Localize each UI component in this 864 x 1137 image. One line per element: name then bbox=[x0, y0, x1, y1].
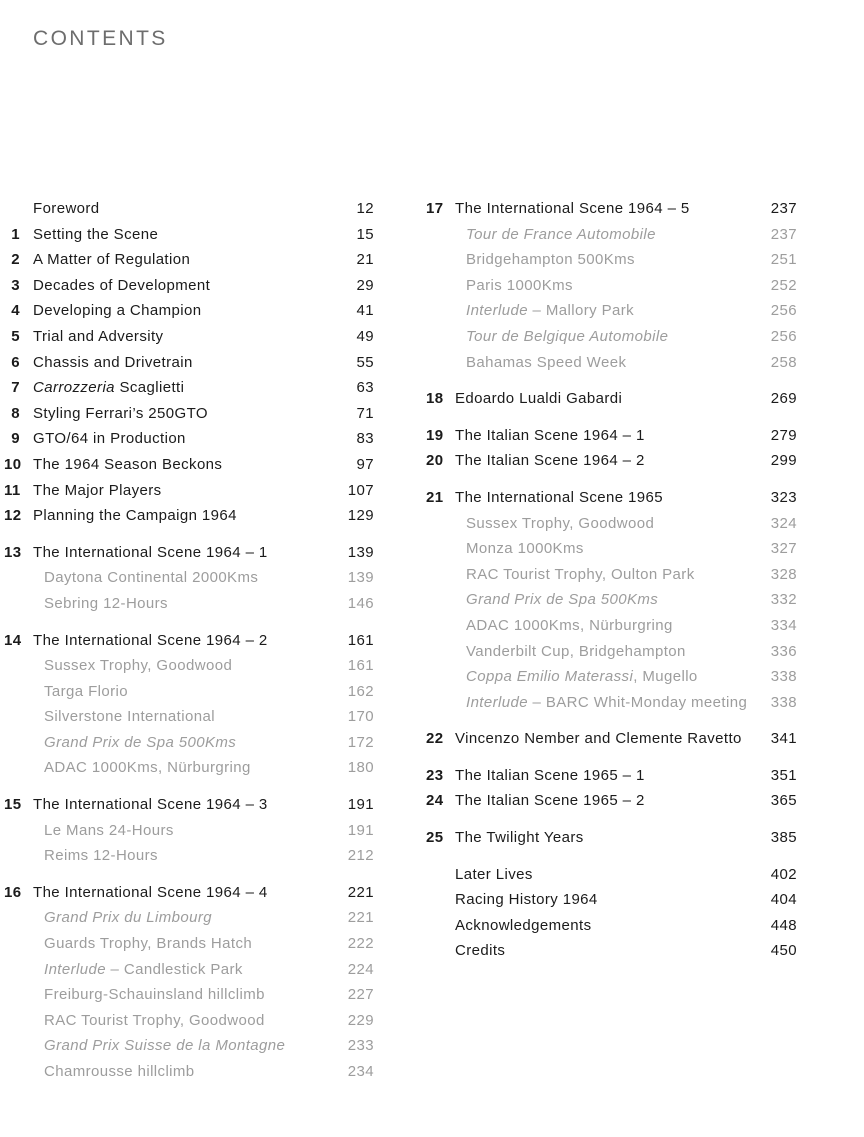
entry-title bbox=[20, 843, 338, 869]
entry-title bbox=[20, 540, 338, 566]
entry-title bbox=[442, 448, 761, 474]
entry-title-segment: Le Mans 24-Hours bbox=[44, 821, 174, 839]
entry-title bbox=[20, 982, 338, 1008]
toc-entry bbox=[4, 324, 374, 350]
page-number: 15 bbox=[356, 225, 374, 243]
entry-title bbox=[20, 273, 338, 299]
toc-group bbox=[426, 485, 797, 715]
entry-title-segment: Styling Ferrari’s 250GTO bbox=[33, 404, 208, 422]
entry-title-segment: Developing a Champion bbox=[33, 302, 202, 320]
page-number: 227 bbox=[347, 986, 374, 1004]
toc-entry bbox=[4, 880, 374, 906]
page-number: 448 bbox=[770, 916, 797, 934]
entry-title-segment: GTO/64 in Production bbox=[33, 430, 186, 448]
chapter-number: 24 bbox=[426, 792, 444, 810]
entry-title-segment: Sebring 12-Hours bbox=[44, 594, 168, 612]
toc-entry bbox=[4, 196, 374, 222]
entry-title bbox=[20, 401, 338, 427]
entry-title-segment: The Italian Scene 1964 – 1 bbox=[455, 426, 645, 444]
toc-entry bbox=[4, 591, 374, 617]
entry-title-segment: The Italian Scene 1965 – 1 bbox=[455, 766, 645, 784]
entry-title-segment: Vincenzo Nember and Clemente Ravetto bbox=[455, 730, 742, 748]
entry-title-segment: Chamrousse hillclimb bbox=[44, 1063, 195, 1080]
entry-title bbox=[20, 375, 338, 401]
toc-entry bbox=[4, 1008, 374, 1034]
toc-entry bbox=[4, 653, 374, 679]
chapter-number: 5 bbox=[11, 327, 20, 345]
page-number: 222 bbox=[347, 935, 374, 953]
toc-entry bbox=[426, 324, 797, 350]
page-number: 324 bbox=[770, 514, 797, 532]
entry-title-segment: Daytona Continental 2000Kms bbox=[44, 569, 259, 587]
entry-title-segment: Trial and Adversity bbox=[33, 327, 164, 345]
chapter-number: 15 bbox=[4, 796, 22, 814]
entry-title bbox=[442, 485, 761, 511]
entry-title bbox=[442, 386, 761, 412]
entry-title-segment: Racing History 1964 bbox=[455, 891, 598, 909]
toc-entry bbox=[426, 423, 797, 449]
entry-title-italic-segment: Grand Prix de Spa 500Kms bbox=[466, 591, 659, 609]
entry-title-segment: The 1964 Season Beckons bbox=[33, 455, 223, 473]
chapter-number: 10 bbox=[4, 455, 22, 473]
page-number: 191 bbox=[347, 796, 374, 814]
entry-title-italic-segment: Tour de France Automobile bbox=[466, 225, 656, 243]
entry-title bbox=[20, 1033, 338, 1059]
chapter-number: 25 bbox=[426, 829, 444, 847]
entry-title bbox=[442, 913, 761, 939]
entry-title-italic-segment: Grand Prix de Spa 500Kms bbox=[44, 733, 237, 751]
entry-title-segment: The International Scene 1964 – 1 bbox=[33, 543, 268, 561]
toc-entry bbox=[426, 788, 797, 814]
page-number: 146 bbox=[347, 594, 374, 612]
entry-title-segment: The Italian Scene 1964 – 2 bbox=[455, 452, 645, 470]
entry-title-segment: Targa Florio bbox=[44, 682, 128, 700]
page-number: 191 bbox=[347, 821, 374, 839]
chapter-number: 3 bbox=[11, 276, 20, 294]
entry-title-segment: Setting the Scene bbox=[33, 225, 159, 243]
entry-title-segment: The International Scene 1964 – 5 bbox=[455, 200, 690, 217]
toc-entry bbox=[4, 730, 374, 756]
entry-title-segment: The Major Players bbox=[33, 481, 162, 499]
entry-title-italic-segment: Tour de Belgique Automobile bbox=[466, 327, 669, 345]
chapter-number: 4 bbox=[11, 302, 20, 320]
entry-title bbox=[442, 664, 761, 690]
entry-title bbox=[442, 298, 761, 324]
page-number: 269 bbox=[770, 390, 797, 408]
entry-title bbox=[442, 273, 761, 299]
toc-entry bbox=[426, 350, 797, 376]
page-number: 404 bbox=[770, 891, 797, 909]
entry-title bbox=[20, 350, 338, 376]
chapter-number: 11 bbox=[4, 481, 21, 499]
toc-entry bbox=[4, 565, 374, 591]
page-number: 161 bbox=[347, 631, 374, 649]
entry-title bbox=[20, 628, 338, 654]
page-number: 299 bbox=[770, 452, 797, 470]
chapter-number: 8 bbox=[11, 404, 20, 422]
entry-title bbox=[442, 562, 761, 588]
page-number: 139 bbox=[347, 543, 374, 561]
toc-entry bbox=[426, 448, 797, 474]
page-number: 221 bbox=[347, 909, 374, 927]
toc-entry bbox=[426, 562, 797, 588]
toc-entry bbox=[426, 862, 797, 888]
toc-entry bbox=[426, 536, 797, 562]
toc-entry bbox=[4, 247, 374, 273]
toc-entry bbox=[426, 664, 797, 690]
entry-title-segment: Decades of Development bbox=[33, 276, 211, 294]
entry-title bbox=[442, 536, 761, 562]
entry-title-segment: Scaglietti bbox=[114, 379, 185, 397]
entry-title-segment: A Matter of Regulation bbox=[33, 251, 191, 269]
toc-entry bbox=[4, 298, 374, 324]
toc-entry bbox=[426, 196, 797, 222]
page-number: 55 bbox=[356, 353, 374, 371]
toc-entry bbox=[4, 792, 374, 818]
page-number: 251 bbox=[770, 251, 797, 269]
toc-entry bbox=[426, 938, 797, 964]
toc-entry bbox=[4, 350, 374, 376]
toc-entry bbox=[426, 613, 797, 639]
entry-title-segment: Later Lives bbox=[455, 865, 533, 883]
entry-title bbox=[442, 763, 761, 789]
entry-title bbox=[20, 818, 338, 844]
toc-entry bbox=[426, 763, 797, 789]
entry-title-segment: The Twilight Years bbox=[455, 829, 584, 847]
entry-title bbox=[442, 726, 761, 752]
toc-entry bbox=[426, 639, 797, 665]
entry-title-italic-segment: Grand Prix Suisse de la Montagne bbox=[44, 1037, 286, 1055]
chapter-number: 17 bbox=[426, 200, 444, 217]
entry-title-segment: The International Scene 1965 bbox=[455, 488, 664, 506]
page-number: 450 bbox=[770, 942, 797, 960]
page-number: 29 bbox=[356, 276, 374, 294]
entry-title-segment: The International Scene 1964 – 4 bbox=[33, 883, 268, 901]
toc-entry bbox=[426, 222, 797, 248]
toc-entry bbox=[4, 818, 374, 844]
entry-title bbox=[20, 298, 338, 324]
toc-group bbox=[4, 880, 374, 1085]
toc-entry bbox=[426, 386, 797, 412]
entry-title-segment: Chassis and Drivetrain bbox=[33, 353, 193, 371]
entry-title-italic-segment: Coppa Emilio Materassi bbox=[466, 668, 634, 686]
chapter-number: 2 bbox=[11, 251, 20, 269]
entry-title-segment: Credits bbox=[455, 942, 506, 960]
entry-title-segment: – Candlestick Park bbox=[105, 960, 243, 978]
entry-title bbox=[20, 222, 338, 248]
page-number: 161 bbox=[347, 657, 374, 675]
entry-title-segment: – BARC Whit-Monday meeting bbox=[527, 693, 748, 711]
entry-title bbox=[20, 905, 338, 931]
toc-entry bbox=[4, 1059, 374, 1085]
chapter-number: 14 bbox=[4, 631, 22, 649]
toc-group bbox=[426, 763, 797, 814]
entry-title bbox=[442, 511, 761, 537]
toc-entry bbox=[4, 704, 374, 730]
toc-entry bbox=[4, 628, 374, 654]
toc-entry bbox=[426, 587, 797, 613]
entry-title-segment: ADAC 1000Kms, Nürburgring bbox=[466, 616, 673, 634]
entry-title bbox=[20, 591, 338, 617]
page-number: 334 bbox=[770, 616, 797, 634]
entry-title bbox=[20, 679, 338, 705]
entry-title-segment: The International Scene 1964 – 3 bbox=[33, 796, 268, 814]
toc-group bbox=[426, 862, 797, 964]
entry-title bbox=[442, 690, 761, 716]
entry-title bbox=[20, 880, 338, 906]
entry-title-segment: RAC Tourist Trophy, Oulton Park bbox=[466, 565, 695, 583]
page-number: 63 bbox=[356, 379, 374, 397]
toc-entry bbox=[426, 298, 797, 324]
toc-entry bbox=[4, 452, 374, 478]
entry-title-segment: Sussex Trophy, Goodwood bbox=[44, 657, 233, 675]
toc-entry bbox=[4, 1033, 374, 1059]
toc-entry bbox=[4, 905, 374, 931]
page-number: 180 bbox=[347, 759, 374, 777]
chapter-number: 18 bbox=[426, 390, 444, 408]
entry-title bbox=[20, 1059, 338, 1085]
chapter-number: 6 bbox=[11, 353, 20, 371]
toc-entry bbox=[4, 222, 374, 248]
entry-title bbox=[442, 825, 761, 851]
chapter-number: 21 bbox=[426, 488, 444, 506]
page-number: 224 bbox=[347, 960, 374, 978]
toc-column-left bbox=[4, 196, 374, 1085]
page-number: 258 bbox=[770, 353, 797, 371]
entry-title-segment: The Italian Scene 1965 – 2 bbox=[455, 792, 645, 810]
chapter-number: 16 bbox=[4, 883, 22, 901]
toc-group bbox=[426, 386, 797, 412]
chapter-number: 9 bbox=[11, 430, 20, 448]
entry-title-italic-segment: Carrozzeria bbox=[33, 379, 115, 397]
toc-entry bbox=[426, 726, 797, 752]
page-number: 237 bbox=[770, 225, 797, 243]
entry-title-segment: Guards Trophy, Brands Hatch bbox=[44, 935, 253, 953]
toc-column-right bbox=[426, 196, 797, 964]
entry-title bbox=[20, 478, 338, 504]
entry-title-segment: Monza 1000Kms bbox=[466, 540, 584, 558]
page-number: 83 bbox=[356, 430, 374, 448]
page-number: 234 bbox=[347, 1063, 374, 1080]
entry-title-segment: ADAC 1000Kms, Nürburgring bbox=[44, 759, 251, 777]
entry-title bbox=[20, 247, 338, 273]
entry-title bbox=[20, 730, 338, 756]
chapter-number: 1 bbox=[11, 225, 20, 243]
toc-entry bbox=[4, 540, 374, 566]
entry-title bbox=[20, 1008, 338, 1034]
toc-entry bbox=[4, 982, 374, 1008]
entry-title-segment: Silverstone International bbox=[44, 708, 215, 726]
page-number: 162 bbox=[347, 682, 374, 700]
toc-entry bbox=[4, 401, 374, 427]
entry-title bbox=[442, 247, 761, 273]
entry-title bbox=[20, 196, 338, 222]
toc-group bbox=[4, 196, 374, 529]
entry-title-italic-segment: Interlude bbox=[44, 960, 106, 978]
toc-group bbox=[426, 726, 797, 752]
page-number: 341 bbox=[770, 730, 797, 748]
entry-title bbox=[20, 653, 338, 679]
page-title: CONTENTS bbox=[33, 27, 168, 50]
entry-title-italic-segment: Interlude bbox=[466, 693, 528, 711]
page-number: 252 bbox=[770, 276, 797, 294]
entry-title bbox=[20, 426, 338, 452]
page-number: 107 bbox=[347, 481, 374, 499]
entry-title bbox=[20, 755, 338, 781]
page-number: 212 bbox=[347, 847, 374, 865]
page-number: 351 bbox=[770, 766, 797, 784]
entry-title-segment: Reims 12-Hours bbox=[44, 847, 158, 865]
page-number: 323 bbox=[770, 488, 797, 506]
page-number: 49 bbox=[356, 327, 374, 345]
entry-title-segment: Vanderbilt Cup, Bridgehampton bbox=[466, 642, 686, 660]
toc-entry bbox=[426, 690, 797, 716]
page-number: 336 bbox=[770, 642, 797, 660]
entry-title-segment: Acknowledgements bbox=[455, 916, 592, 934]
entry-title bbox=[20, 931, 338, 957]
entry-title bbox=[442, 350, 761, 376]
page-number: 170 bbox=[347, 708, 374, 726]
page-number: 338 bbox=[770, 668, 797, 686]
entry-title bbox=[442, 887, 761, 913]
toc-entry bbox=[426, 273, 797, 299]
toc-entry bbox=[426, 247, 797, 273]
toc-entry bbox=[4, 755, 374, 781]
entry-title bbox=[442, 222, 761, 248]
chapter-number: 13 bbox=[4, 543, 22, 561]
toc-entry bbox=[4, 426, 374, 452]
page-number: 328 bbox=[770, 565, 797, 583]
page-number: 129 bbox=[347, 507, 374, 525]
toc-entry bbox=[4, 931, 374, 957]
entry-title bbox=[442, 938, 761, 964]
entry-title bbox=[20, 792, 338, 818]
page-number: 256 bbox=[770, 327, 797, 345]
entry-title-segment: Paris 1000Kms bbox=[466, 276, 573, 294]
entry-title-segment: Sussex Trophy, Goodwood bbox=[466, 514, 655, 532]
entry-title-segment: Planning the Campaign 1964 bbox=[33, 507, 237, 525]
toc-entry bbox=[4, 503, 374, 529]
entry-title-italic-segment: Interlude bbox=[466, 302, 528, 320]
page-number: 279 bbox=[770, 426, 797, 444]
entry-title bbox=[442, 613, 761, 639]
toc-entry bbox=[426, 887, 797, 913]
chapter-number: 12 bbox=[4, 507, 22, 525]
entry-title bbox=[442, 639, 761, 665]
entry-title-segment: Bridgehampton 500Kms bbox=[466, 251, 635, 269]
entry-title bbox=[20, 452, 338, 478]
entry-title bbox=[20, 704, 338, 730]
entry-title-segment: RAC Tourist Trophy, Goodwood bbox=[44, 1011, 265, 1029]
entry-title bbox=[20, 324, 338, 350]
toc-entry bbox=[4, 375, 374, 401]
entry-title-italic-segment: Grand Prix du Limbourg bbox=[44, 909, 213, 927]
toc-entry bbox=[4, 957, 374, 983]
chapter-number: 23 bbox=[426, 766, 444, 784]
entry-title bbox=[20, 565, 338, 591]
page-number: 229 bbox=[347, 1011, 374, 1029]
entry-title-segment: Edoardo Lualdi Gabardi bbox=[455, 390, 623, 408]
chapter-number: 7 bbox=[11, 379, 20, 397]
page-number: 71 bbox=[356, 404, 374, 422]
entry-title-segment: Bahamas Speed Week bbox=[466, 353, 627, 371]
entry-title bbox=[442, 862, 761, 888]
entry-title bbox=[442, 788, 761, 814]
page-number: 21 bbox=[356, 251, 374, 269]
entry-title bbox=[20, 503, 338, 529]
page-number: 402 bbox=[770, 865, 797, 883]
toc-group bbox=[426, 196, 797, 375]
page-number: 256 bbox=[770, 302, 797, 320]
page-number: 385 bbox=[770, 829, 797, 847]
page-number: 365 bbox=[770, 792, 797, 810]
page-number: 97 bbox=[356, 455, 374, 473]
entry-title-segment: Freiburg-Schauinsland hillclimb bbox=[44, 986, 265, 1004]
entry-title bbox=[20, 957, 338, 983]
page-number: 327 bbox=[770, 540, 797, 558]
entry-title-segment: The International Scene 1964 – 2 bbox=[33, 631, 268, 649]
entry-title-segment: Foreword bbox=[33, 200, 100, 217]
toc-entry bbox=[426, 913, 797, 939]
page-number: 237 bbox=[770, 200, 797, 217]
chapter-number: 20 bbox=[426, 452, 444, 470]
toc-group bbox=[426, 423, 797, 474]
toc-group bbox=[4, 792, 374, 869]
toc-entry bbox=[426, 511, 797, 537]
entry-title bbox=[442, 587, 761, 613]
chapter-number: 22 bbox=[426, 730, 444, 748]
toc-group bbox=[4, 628, 374, 782]
entry-title-segment: , Mugello bbox=[633, 668, 698, 686]
toc-entry bbox=[426, 825, 797, 851]
toc-entry bbox=[426, 485, 797, 511]
page-number: 332 bbox=[770, 591, 797, 609]
chapter-number: 19 bbox=[426, 426, 444, 444]
entry-title bbox=[442, 423, 761, 449]
page-number: 338 bbox=[770, 693, 797, 711]
toc-entry bbox=[4, 478, 374, 504]
toc-group bbox=[426, 825, 797, 851]
page-number: 41 bbox=[356, 302, 374, 320]
toc-entry bbox=[4, 273, 374, 299]
toc-entry bbox=[4, 679, 374, 705]
page-number: 233 bbox=[347, 1037, 374, 1055]
toc-entry bbox=[4, 843, 374, 869]
page-number: 12 bbox=[356, 200, 374, 217]
entry-title bbox=[442, 324, 761, 350]
entry-title-segment: – Mallory Park bbox=[527, 302, 635, 320]
toc-group bbox=[4, 540, 374, 617]
entry-title bbox=[442, 196, 761, 222]
page-number: 221 bbox=[347, 883, 374, 901]
page-number: 139 bbox=[347, 569, 374, 587]
page-number: 172 bbox=[347, 733, 374, 751]
